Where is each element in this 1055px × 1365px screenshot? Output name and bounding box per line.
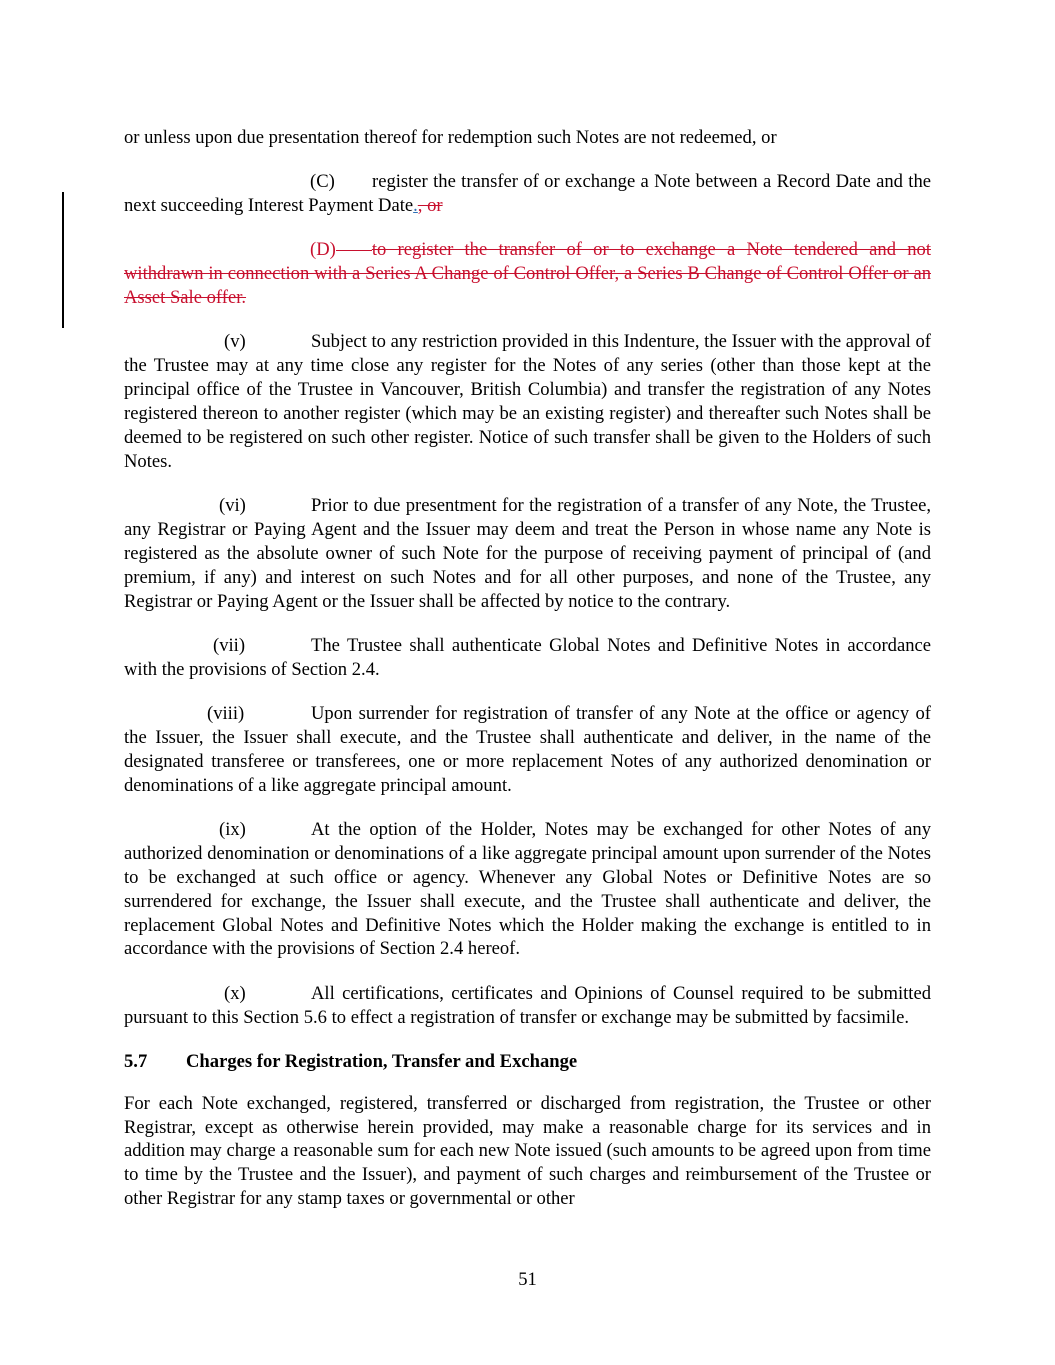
item-vii-paragraph: [124, 634, 931, 682]
section-body-paragraph: [124, 1092, 931, 1212]
item-text: Prior to due presentment for the registration of a transfer of any Note, the Trustee, any Registrar or Paying Agent and the Issuer may deem and treat the Person in whose name any Note is registered as the absolute owner of such Note for the purpose of receiving payment of principal of (and premium, if any) and interest on such Notes and for all other purposes, and none of the Trustee, any Registrar or Paying Agent or the Issuer shall be affected by notice to the contrary.: [124, 495, 931, 612]
section-title: Charges for Registration, Transfer and Exchange: [186, 1050, 578, 1072]
item-label: (vi): [219, 495, 246, 517]
item-label: (viii): [207, 703, 245, 724]
change-bar: [62, 192, 64, 328]
item-vi-paragraph: [124, 494, 931, 614]
insertion-mark: .: [413, 195, 418, 217]
deletion-mark: , or: [417, 195, 443, 217]
item-text: All certifications, certificates and Opinions of Counsel required to be submitted pursuant to this Section 5.6 to effect a registration of transfer or exchange may be submitted by facsimile.: [124, 982, 931, 1028]
section-heading: [124, 1050, 931, 1074]
item-label: (ix): [219, 818, 246, 840]
item-label: (vii): [213, 634, 246, 656]
item-c-paragraph: [124, 170, 931, 218]
item-c-label: (C): [310, 171, 335, 193]
continuation-paragraph: [124, 126, 931, 150]
item-label: (x): [224, 982, 246, 1004]
item-d-paragraph: [124, 238, 931, 310]
item-text: Upon surrender for registration of transfer of any Note at the office or agency of the Issuer, the Issuer shall execute, and the Trustee shall authenticate and deliver, in the name of the designated transferee or transferees, one or more replacement Notes of any authorized denomination or denominations of a like aggregate principal amount.: [124, 703, 931, 796]
continuation-text: or unless upon due presentation thereof for redemption such Notes are not redeemed, or: [124, 127, 777, 148]
deleted-tab: [336, 250, 372, 251]
section-body-text: For each Note exchanged, registered, transferred or discharged from registration, the Trustee or other Registrar, except as otherwise herein provided, may make a reasonable charge for its services and in addition may charge a reasonable sum for each new Note issued (such amounts to be agreed upon from time to time by the Trustee and the Issuer), and payment of such charges and reimbursement of the Trustee or other Registrar for any stamp taxes or governmental or other: [124, 1092, 931, 1210]
item-text: The Trustee shall authenticate Global Notes and Definitive Notes in accordance with the provisions of Section 2.4.: [124, 634, 931, 680]
section-number: 5.7: [124, 1050, 148, 1072]
page-number: 51: [518, 1269, 537, 1290]
item-text: Subject to any restriction provided in this Indenture, the Issuer with the approval of the Trustee may at any time close any register for the Notes of any series (other than those kept at the principal office of the Trustee in Vancouver, British Columbia) and transfer the registration of any Notes registered thereon to another register (which may be an existing register) and thereafter such Notes shall be deemed to be registered on such other register. Notice of such transfer shall be given to the Holders of such Notes.: [124, 331, 931, 472]
item-c-text: register the transfer of or exchange a Note between a Record Date and the next succeeding Interest Payment Date: [124, 171, 931, 217]
item-text: At the option of the Holder, Notes may be exchanged for other Notes of any authorized denomination or denominations of a like aggregate principal amount upon surrender of the Notes to be exchanged at such office or agency. Whenever any Global Notes or Definitive Notes are so surrendered for exchange, the Issuer shall execute, and the Trustee shall authenticate and deliver, the replacement Global Notes and Definitive Notes which the Holder making the exchange is entitled to in accordance with the provisions of Section 2.4 hereof.: [124, 818, 931, 960]
item-x-paragraph: [124, 982, 931, 1030]
document-page: [124, 126, 931, 1232]
item-ix-paragraph: [124, 818, 931, 961]
item-v-paragraph: [124, 330, 931, 473]
item-d-label: (D): [310, 239, 336, 261]
item-viii-paragraph: [124, 702, 931, 798]
item-d-deleted-text: to register the transfer of or to exchange a Note tendered and not withdrawn in connection with a Series A Change of Control Offer, a Series B Change of Control Offer or an Asset Sale offer.: [124, 239, 931, 309]
item-label: (v): [224, 331, 246, 353]
